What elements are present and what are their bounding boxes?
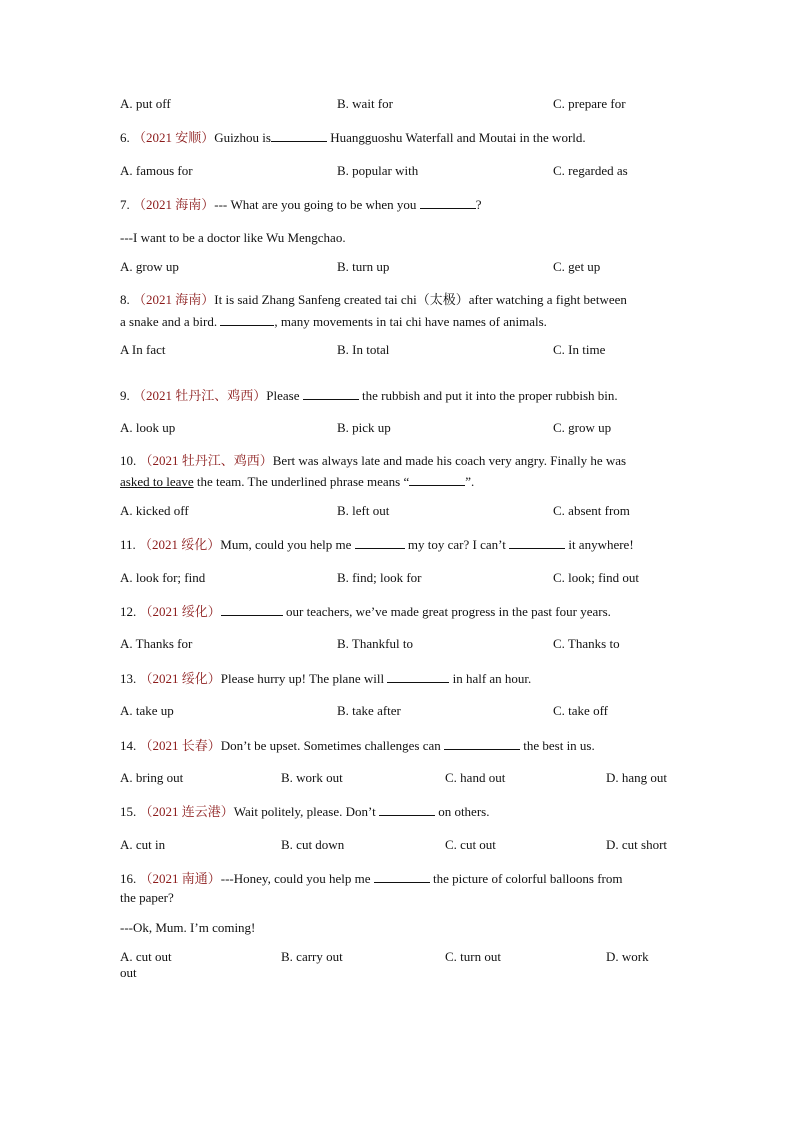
question-source: （2021 绥化）	[139, 537, 221, 552]
option-d-wrap: out	[120, 965, 137, 980]
option-d: D. work	[606, 949, 649, 964]
option-d: D. cut short	[606, 837, 668, 852]
question-10-continued: asked to leave the team. The underlined phrase means “ ”.	[120, 474, 475, 489]
answer-blank	[221, 603, 283, 616]
answer-blank	[355, 536, 405, 549]
answer-blank	[409, 473, 465, 486]
answer-blank	[271, 129, 327, 142]
question-8: 8. （2021 海南）It is said Zhang Sanfeng created tai chi（太极）after watching a fight between	[120, 292, 627, 307]
option-b: B. popular with	[337, 163, 419, 178]
option-b: B. cut down	[281, 837, 345, 852]
question-15: 15. （2021 连云港）Wait politely, please. Don’t on others.	[120, 804, 490, 819]
question-10: 10. （2021 牡丹江、鸡西）Bert was always late and made his coach very angry. Finally he was	[120, 453, 627, 468]
option-a: A. put off	[120, 96, 171, 111]
option-a: A. bring out	[120, 770, 184, 785]
answer-blank	[387, 670, 449, 683]
question-source: （2021 牡丹江、鸡西）	[139, 453, 273, 468]
option-b: B. find; look for	[337, 570, 422, 585]
option-b: B. wait for	[337, 96, 393, 111]
option-a: A. cut in	[120, 837, 166, 852]
answer-blank	[444, 737, 520, 750]
question-source: （2021 牡丹江、鸡西）	[133, 388, 267, 403]
question-source: （2021 海南）	[133, 292, 215, 307]
option-b: B. Thankful to	[337, 636, 413, 651]
dialogue-line: ---I want to be a doctor like Wu Mengchao.	[120, 230, 346, 245]
option-a: A. famous for	[120, 163, 193, 178]
question-11: 11. （2021 绥化）Mum, could you help me my toy car? I can’t it anywhere!	[120, 537, 634, 552]
option-b: B. In total	[337, 342, 390, 357]
option-a: A. Thanks for	[120, 636, 193, 651]
option-c: C. cut out	[445, 837, 496, 852]
option-d: D. hang out	[606, 770, 668, 785]
option-c: C. Thanks to	[553, 636, 620, 651]
answer-blank	[303, 387, 359, 400]
question-6: 6. （2021 安顺）Guizhou is Huangguoshu Waterfall and Moutai in the world.	[120, 130, 586, 145]
question-9: 9. （2021 牡丹江、鸡西）Please the rubbish and put it into the proper rubbish bin.	[120, 388, 618, 403]
question-source: （2021 绥化）	[139, 604, 221, 619]
question-source: （2021 长春）	[139, 738, 221, 753]
option-a: A. cut out	[120, 949, 172, 964]
answer-blank	[509, 536, 565, 549]
option-c: C. take off	[553, 703, 608, 718]
option-c: C. hand out	[445, 770, 506, 785]
option-b: B. carry out	[281, 949, 343, 964]
question-source: （2021 南通）	[139, 871, 221, 886]
option-c: C. regarded as	[553, 163, 628, 178]
option-c: C. absent from	[553, 503, 630, 518]
answer-blank	[420, 196, 476, 209]
option-a: A In fact	[120, 342, 166, 357]
question-13: 13. （2021 绥化）Please hurry up! The plane will in half an hour.	[120, 671, 532, 686]
option-c: C. look; find out	[553, 570, 639, 585]
question-source: （2021 安顺）	[133, 130, 215, 145]
option-a: A. kicked off	[120, 503, 189, 518]
question-12: 12. （2021 绥化） our teachers, we’ve made great progress in the past four years.	[120, 604, 611, 619]
question-8-continued: a snake and a bird. , many movements in tai chi have names of animals.	[120, 314, 547, 329]
option-b: B. turn up	[337, 259, 390, 274]
answer-blank	[379, 803, 435, 816]
option-c: C. turn out	[445, 949, 501, 964]
answer-blank	[374, 870, 430, 883]
question-source: （2021 绥化）	[139, 671, 221, 686]
dialogue-line: ---Ok, Mum. I’m coming!	[120, 920, 256, 935]
option-b: B. work out	[281, 770, 343, 785]
option-b: B. left out	[337, 503, 390, 518]
option-c: C. In time	[553, 342, 606, 357]
option-c: C. get up	[553, 259, 601, 274]
question-7: 7. （2021 海南）--- What are you going to be when you ?	[120, 197, 482, 212]
question-14: 14. （2021 长春）Don’t be upset. Sometimes challenges can the best in us.	[120, 738, 595, 753]
question-source: （2021 连云港）	[139, 804, 234, 819]
option-b: B. pick up	[337, 420, 391, 435]
question-source: （2021 海南）	[133, 197, 215, 212]
option-a: A. look for; find	[120, 570, 206, 585]
option-a: A. look up	[120, 420, 176, 435]
option-a: A. take up	[120, 703, 174, 718]
answer-blank	[220, 313, 274, 326]
option-c: C. prepare for	[553, 96, 626, 111]
option-a: A. grow up	[120, 259, 179, 274]
underlined-phrase: asked to leave	[120, 474, 194, 489]
question-16: 16. （2021 南通）---Honey, could you help me the picture of colorful balloons from	[120, 871, 623, 886]
option-c: C. grow up	[553, 420, 612, 435]
option-b: B. take after	[337, 703, 401, 718]
question-16-continued: the paper?	[120, 890, 174, 905]
